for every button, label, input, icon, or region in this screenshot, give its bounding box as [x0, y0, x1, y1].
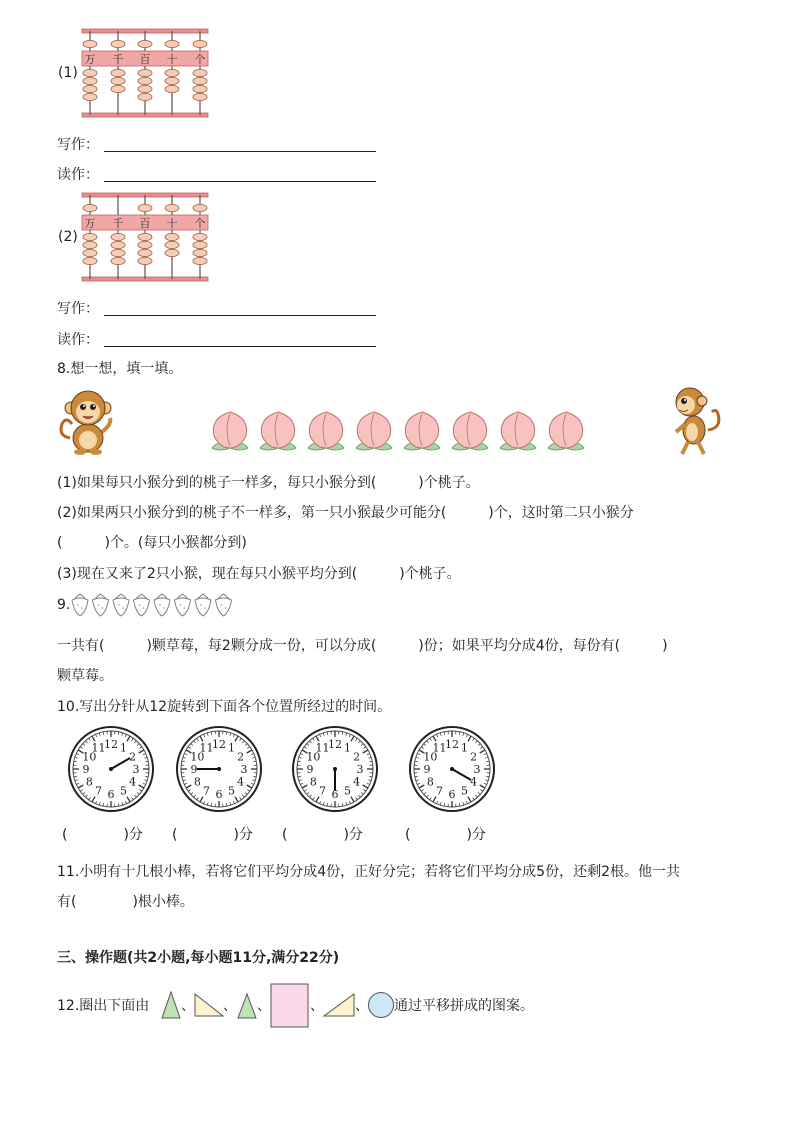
- strawberry-seed: [184, 607, 186, 609]
- peach: [452, 412, 488, 450]
- abacus-place-label: 十: [166, 217, 178, 230]
- strawberry: [195, 594, 211, 616]
- clock-number: 3: [356, 763, 364, 776]
- clock-number: 10: [306, 750, 321, 764]
- clock-number: 5: [344, 784, 351, 798]
- peach-body: [405, 412, 438, 448]
- clock-number: 9: [423, 763, 431, 776]
- strawberry-body: [154, 598, 170, 616]
- clock-number: 11: [432, 741, 447, 755]
- clock-number: 8: [193, 775, 201, 789]
- shape-green-triangle[interactable]: [236, 992, 258, 1020]
- strawberry-seed: [159, 604, 161, 606]
- clock-center: [109, 767, 113, 771]
- strawberry: [113, 594, 129, 616]
- strawberry-seed: [77, 604, 79, 606]
- abacus-1: [80, 27, 210, 119]
- strawberry-cap: [116, 594, 126, 598]
- clock-number: 10: [423, 750, 438, 764]
- strawberry-seed: [221, 604, 223, 606]
- peach: [548, 412, 584, 450]
- clock-number: 1: [228, 741, 235, 755]
- clock-4: [408, 725, 496, 813]
- section-3-title: 三、操作题(共2小题,每小题11分,满分22分): [57, 950, 340, 966]
- abacus-upper-bead: [138, 204, 152, 211]
- strawberry-cap: [75, 594, 85, 598]
- clock-number: 5: [461, 784, 468, 798]
- clock-number: 8: [85, 775, 93, 789]
- strawberry-body: [175, 598, 191, 616]
- abacus-upper-bead: [165, 204, 179, 211]
- abacus-lower-bead: [83, 69, 97, 76]
- clock-number: 7: [203, 784, 210, 798]
- q12-sep-1: 、: [181, 998, 195, 1014]
- strawberry: [93, 594, 109, 616]
- q9-line1: 一共有( )颗草莓，每2颗分成一份，可以分成( )份；如果平均分成4份，每份有( ): [57, 638, 668, 654]
- shape-blue-circle[interactable]: [367, 991, 395, 1019]
- q12-sep-5: 、: [355, 998, 369, 1014]
- clock-number: 7: [319, 784, 326, 798]
- shape-yellow-left-triangle[interactable]: [322, 992, 356, 1018]
- q12-prefix: 12.圈出下面由: [57, 998, 150, 1014]
- abacus-lower-bead: [193, 85, 207, 92]
- clock-number: 4: [353, 775, 361, 789]
- abacus-upper-bead: [193, 204, 207, 211]
- abacus-lower-bead: [111, 85, 125, 92]
- strawberry-seed: [225, 607, 227, 609]
- clock-center: [450, 767, 454, 771]
- clock-center: [333, 767, 337, 771]
- q12-suffix: 通过平移拼成的图案。: [394, 998, 534, 1014]
- clock-1: [67, 725, 155, 813]
- clock-number: 5: [228, 784, 235, 798]
- clock-number: 10: [190, 750, 205, 764]
- read-label-1: 读作：: [57, 167, 99, 183]
- clock-number: 11: [91, 741, 106, 755]
- abacus-place-label: 万: [84, 53, 96, 66]
- strawberry: [175, 594, 191, 616]
- abacus-upper-bead: [83, 40, 97, 47]
- abacus-lower-bead: [138, 85, 152, 92]
- strawberry-seed: [143, 607, 145, 609]
- abacus-place-label: 万: [84, 217, 96, 230]
- abacus-lower-bead: [111, 249, 125, 256]
- q8-part3: (3)现在又来了2只小猴，现在每只小猴平均分到( )个桃子。: [57, 566, 461, 582]
- abacus-lower-bead: [193, 257, 207, 264]
- abacus-lower-bead: [83, 241, 97, 248]
- strawberries-row: [70, 592, 240, 618]
- abacus-lower-bead: [138, 69, 152, 76]
- q9-number: 9.: [57, 597, 71, 613]
- abacus-lower-bead: [83, 77, 97, 84]
- abacus-lower-bead: [165, 233, 179, 240]
- strawberry-seed: [102, 607, 104, 609]
- peach: [212, 412, 248, 450]
- abacus-1-label: (1): [58, 65, 78, 81]
- abacus-place-label: 个: [194, 53, 206, 66]
- shape-green-triangle-tall[interactable]: [160, 990, 182, 1020]
- clock-number: 7: [436, 784, 443, 798]
- peach-body: [309, 412, 342, 448]
- abacus-lower-bead: [111, 257, 125, 264]
- peach-body: [261, 412, 294, 448]
- clock-3: [291, 725, 379, 813]
- q11-line2: 有( )根小棒。: [57, 894, 194, 910]
- strawberry-cap: [178, 594, 188, 598]
- monkey-left-image: [58, 388, 120, 456]
- strawberry-cap: [137, 594, 147, 598]
- strawberry-seed: [204, 607, 206, 609]
- abacus-lower-bead: [83, 257, 97, 264]
- abacus-place-label: 百: [139, 53, 151, 66]
- strawberry-body: [113, 598, 129, 616]
- clock-number: 11: [315, 741, 330, 755]
- clock-number: 4: [470, 775, 478, 789]
- clock-number: 6: [331, 788, 339, 801]
- strawberry: [154, 594, 170, 616]
- strawberry-seed: [122, 607, 124, 609]
- clock-1-answer: ( )分: [62, 827, 143, 843]
- peach-body: [501, 412, 534, 448]
- clock-number: 8: [309, 775, 317, 789]
- abacus-lower-bead: [111, 241, 125, 248]
- clock-number: 6: [107, 788, 115, 801]
- strawberry-seed: [118, 604, 120, 606]
- q9-line2: 颗草莓。: [57, 668, 113, 684]
- abacus-upper-bead: [193, 40, 207, 47]
- clock-number: 5: [120, 784, 127, 798]
- clock-2-answer: ( )分: [172, 827, 253, 843]
- abacus-lower-bead: [138, 241, 152, 248]
- peach: [308, 412, 344, 450]
- abacus-upper-bead: [165, 40, 179, 47]
- clock-number: 2: [353, 750, 361, 764]
- clock-number: 8: [426, 775, 434, 789]
- clock-number: 12: [445, 738, 459, 751]
- abacus-2: [80, 191, 210, 283]
- abacus-lower-bead: [83, 93, 97, 100]
- peach: [500, 412, 536, 450]
- clock-number: 1: [461, 741, 468, 755]
- strawberry-body: [93, 598, 109, 616]
- clock-number: 9: [190, 763, 198, 776]
- peach: [260, 412, 296, 450]
- abacus-lower-bead: [138, 77, 152, 84]
- clock-number: 12: [328, 738, 342, 751]
- strawberry-seed: [163, 607, 165, 609]
- abacus-2-label: (2): [58, 229, 78, 245]
- abacus-lower-bead: [193, 241, 207, 248]
- clock-number: 4: [237, 775, 245, 789]
- abacus-lower-bead: [111, 69, 125, 76]
- strawberry: [72, 594, 88, 616]
- q10-title: 10.写出分针从12旋转到下面各个位置所经过的时间。: [57, 699, 392, 715]
- clock-number: 3: [240, 763, 248, 776]
- strawberry-seed: [81, 607, 83, 609]
- write-answer-line-1[interactable]: [104, 151, 376, 152]
- q8-part1: (1)如果每只小猴分到的桃子一样多，每只小猴分到( )个桃子。: [57, 475, 480, 491]
- abacus-lower-bead: [83, 85, 97, 92]
- peach-body: [213, 412, 246, 448]
- abacus-lower-bead: [165, 85, 179, 92]
- abacus-lower-bead: [193, 233, 207, 240]
- clock-number: 3: [132, 763, 140, 776]
- strawberry-seed: [98, 604, 100, 606]
- strawberry-cap: [157, 594, 167, 598]
- abacus-lower-bead: [165, 69, 179, 76]
- q11-line1: 11.小明有十几根小棒，若将它们平均分成4份，正好分完；若将它们平均分成5份，还剩2根。他一共: [57, 864, 680, 880]
- abacus-lower-bead: [138, 93, 152, 100]
- clock-number: 12: [212, 738, 226, 751]
- clock-number: 7: [95, 784, 102, 798]
- read-answer-line-1[interactable]: [104, 181, 376, 182]
- abacus-upper-bead: [138, 40, 152, 47]
- abacus-lower-bead: [193, 249, 207, 256]
- write-label-2: 写作：: [57, 301, 99, 317]
- peach: [356, 412, 392, 450]
- abacus-place-label: 千: [112, 53, 124, 66]
- abacus-lower-bead: [138, 249, 152, 256]
- abacus-place-label: 个: [194, 217, 206, 230]
- clock-number: 2: [237, 750, 245, 764]
- clock-number: 9: [306, 763, 314, 776]
- peach-body: [549, 412, 582, 448]
- peach-body: [357, 412, 390, 448]
- clock-number: 6: [448, 788, 456, 801]
- q12-sep-4: 、: [310, 998, 324, 1014]
- strawberry-body: [216, 598, 232, 616]
- clock-number: 12: [104, 738, 118, 751]
- abacus-lower-bead: [111, 233, 125, 240]
- monkey-right-image: [668, 384, 724, 458]
- strawberry-body: [195, 598, 211, 616]
- shape-pink-square[interactable]: [270, 983, 310, 1029]
- read-label-2: 读作：: [57, 332, 99, 348]
- strawberry-body: [72, 598, 88, 616]
- write-answer-line-2[interactable]: [104, 315, 376, 316]
- peaches-row: [208, 408, 592, 454]
- strawberry-seed: [180, 604, 182, 606]
- abacus-lower-bead: [165, 77, 179, 84]
- clock-number: 2: [470, 750, 478, 764]
- abacus-place-label: 十: [166, 53, 178, 66]
- strawberry-cap: [96, 594, 106, 598]
- q8-title: 8.想一想，填一填。: [57, 361, 183, 377]
- abacus-lower-bead: [165, 241, 179, 248]
- strawberry-body: [134, 598, 150, 616]
- abacus-lower-bead: [83, 249, 97, 256]
- q12-sep-2: 、: [223, 998, 237, 1014]
- read-answer-line-2[interactable]: [104, 346, 376, 347]
- strawberry: [216, 594, 232, 616]
- abacus-place-label: 百: [139, 217, 151, 230]
- abacus-lower-bead: [83, 233, 97, 240]
- abacus-lower-bead: [111, 77, 125, 84]
- peach-body: [453, 412, 486, 448]
- abacus-upper-bead: [83, 204, 97, 211]
- clock-number: 9: [82, 763, 90, 776]
- abacus-lower-bead: [138, 233, 152, 240]
- strawberry-cap: [219, 594, 229, 598]
- clock-4-answer: ( )分: [405, 827, 486, 843]
- clock-number: 4: [129, 775, 137, 789]
- clock-3-answer: ( )分: [282, 827, 363, 843]
- q8-part2-continued: ( )个。(每只小猴都分到): [57, 535, 247, 551]
- clock-number: 2: [129, 750, 137, 764]
- clock-number: 1: [344, 741, 351, 755]
- write-label-1: 写作：: [57, 137, 99, 153]
- abacus-upper-bead: [111, 40, 125, 47]
- peach: [404, 412, 440, 450]
- q8-part2: (2)如果两只小猴分到的桃子不一样多，第一只小猴最少可能分( )个，这时第二只小猴分: [57, 505, 634, 521]
- clock-number: 10: [82, 750, 97, 764]
- abacus-lower-bead: [193, 69, 207, 76]
- abacus-place-label: 千: [112, 217, 124, 230]
- strawberry: [134, 594, 150, 616]
- clock-2: [175, 725, 263, 813]
- clock-number: 1: [120, 741, 127, 755]
- strawberry-seed: [200, 604, 202, 606]
- abacus-lower-bead: [165, 249, 179, 256]
- shape-yellow-right-triangle[interactable]: [193, 992, 225, 1018]
- clock-number: 6: [215, 788, 223, 801]
- clock-number: 3: [473, 763, 481, 776]
- strawberry-seed: [139, 604, 141, 606]
- q12-sep-3: 、: [257, 998, 271, 1014]
- clock-number: 11: [199, 741, 214, 755]
- clock-center: [217, 767, 221, 771]
- strawberry-cap: [198, 594, 208, 598]
- abacus-lower-bead: [193, 77, 207, 84]
- abacus-lower-bead: [138, 257, 152, 264]
- abacus-lower-bead: [193, 93, 207, 100]
